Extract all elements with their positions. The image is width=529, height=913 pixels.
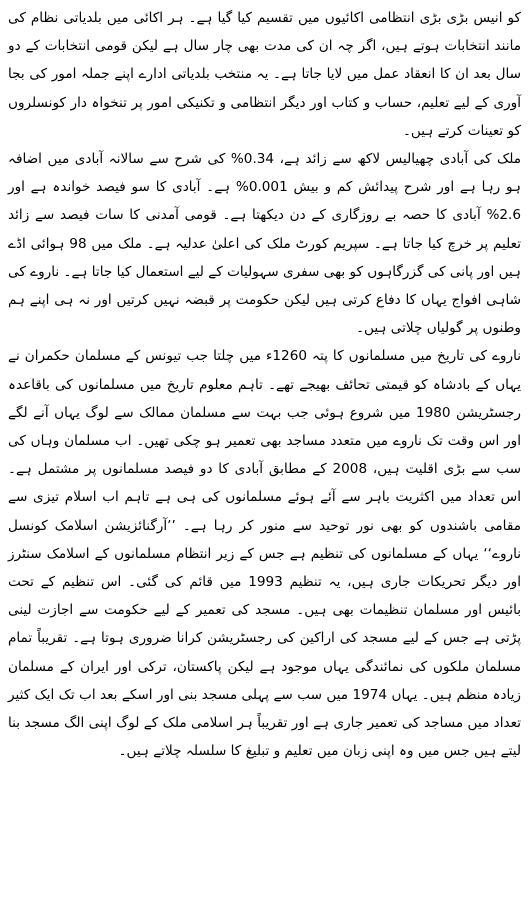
paragraph-population-statistics: ملک کی آبادی چھیالیس لاکھ سے زائد ہے، 0.34% کی شرح سے سالانہ آبادی میں اضافہ ہو رہا ہے اور شرح پیدائش کم و بیش 0.001% ہے۔ آبادی کا سو فیصد خواندہ ہے اور 2.6% آبادی کا حصہ بے روزگاری کے دن دیکھتا ہے۔ قومی آمدنی کا سات فیصد سے زائد تعلیم پر خرچ کیا جاتا ہے۔ سپریم کورٹ ملک کی اعلیٰ عدلیہ ہے۔ ملک میں 98 ہوائی اڈے ہیں اور پانی کی گزرگاہوں کو بھی سفری سہولیات کے لیے استعمال کیا جاتا ہے۔ ناروے کی شاہی افواج یہاں کا دفاع کرتی ہیں لیکن حکومت پر قبضہ نہیں کرتیں اور نہ ہی اپنے ہم وطنوں پر گولیاں چلاتی ہیں۔ [8,151,521,337]
paragraph-local-government: کو انیس بڑی بڑی انتظامی اکائیوں میں تقسیم کیا گیا ہے۔ ہر اکائی میں بلدیاتی نظام کی مانند انتخابات ہوتے ہیں، اگر چہ ان کی مدت بھی چار سال ہے لیکن قومی انتخابات کے دو سال بعد ان کا انعقاد عمل میں لایا جاتا ہے۔ یہ منتخب بلدیاتی ادارے اپنے جملہ امور کی بجا آوری کے لیے تعلیم، حساب و کتاب اور دیگر انتظامی و تکنیکی امور پر تنخواہ دار کونسلروں کو تعینات کرتے ہیں۔ [8,10,521,139]
paragraph-muslim-history: ناروے کی تاریخ میں مسلمانوں کا پتہ 1260ء میں چلتا جب تیونس کے مسلمان حکمران نے یہاں کے بادشاہ کو قیمتی تحائف بھیجے تھے۔ تاہم معلوم تاریخ میں مسلمانوں کی باقاعدہ رجسٹریشن 1980 میں شروع ہوئی جب بہت سے مسلمان ممالک سے لوگ یہاں آنے لگے اور اس وقت تک ناروے میں متعدد مساجد بھی تعمیر ہو چکی تھیں۔ اب مسلمان وہاں کی سب سے بڑی اقلیت ہیں، 2008 کے مطابق آبادی کا دو فیصد مسلمانوں پر مشتمل ہے۔ اس تعداد میں اکثریت باہر سے آئے ہوئے مسلمانوں کی ہی ہے تاہم اب اسلام تیزی سے مقامی باشندوں کو بھی نور توحید سے منور کر رہا ہے۔ ’’آرگنائزیشن اسلامک کونسل ناروے‘‘ یہاں کے مسلمانوں کی تنظیم ہے جس کے زیر انتظام مسلمانوں کے اسلامک سنٹرز اور دیگر تحریکات جاری ہیں، یہ تنظیم 1993 میں قائم کی گئی۔ اس تنظیم کے تحت بائیس اور مسلمان تنظیمات بھی ہیں۔ مسجد کی تعمیر کے لیے حکومت سے اجازت لینی پڑتی ہے جس کے لیے مسجد کی اراکین کی رجسٹریشن کرانا ضروری ہوتا ہے۔ تقریباً تمام مسلمان ملکوں کی نمائندگی یہاں موجود ہے لیکن پاکستان، ترکی اور ایران کے مسلمان زیادہ منظم ہیں۔ یہاں 1974 میں سب سے پہلی مسجد بنی اور اسکے بعد اب تک ایک کثیر تعداد میں مساجد کی تعمیر جاری ہے اور تقریباً ہر اسلامی ملک کے لوگ اپنی الگ مسجد بنا لیتے ہیں جس میں وہ اپنی زبان میں تعلیم و تبلیغ کا سلسلہ چلاتے ہیں۔ [8,348,522,760]
